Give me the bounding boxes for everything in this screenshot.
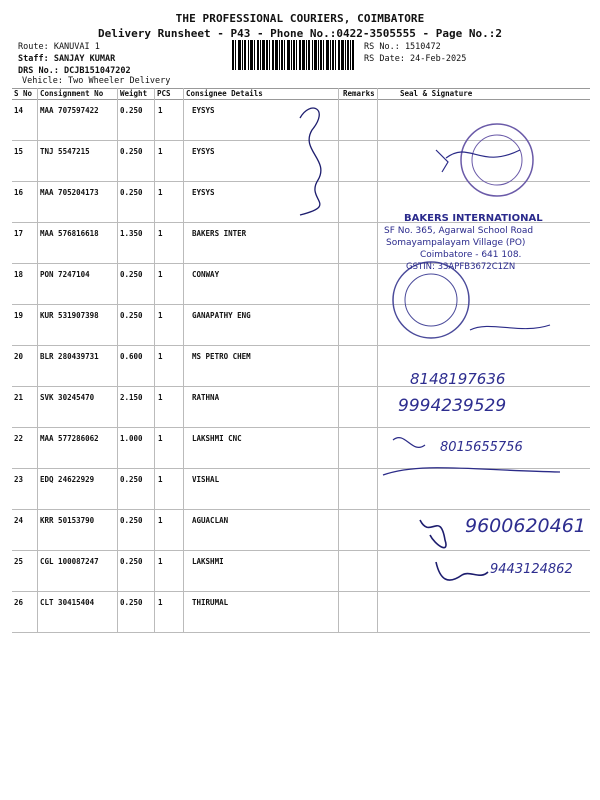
row-weight: 0.250 [120, 516, 143, 525]
row-consignment: PON 7247104 [40, 270, 90, 279]
row-consignment: KRR 50153790 [40, 516, 95, 525]
row-pcs: 1 [158, 598, 163, 607]
row-pcs: 1 [158, 475, 163, 484]
stamp-address-line: Coimbatore - 641 108. [420, 250, 522, 260]
row-consignee: LAKSHMI [192, 557, 224, 566]
row-pcs: 1 [158, 516, 163, 525]
row-weight: 0.250 [120, 475, 143, 484]
rs-date-label: RS Date: 24-Feb-2025 [364, 54, 467, 64]
drs-label: DRS No.: DCJB151047202 [18, 66, 131, 76]
signature-stroke [436, 150, 520, 172]
col-header-seal: Seal & Signature [400, 89, 473, 98]
row-consignment: MAA 576816618 [40, 229, 99, 238]
row-pcs: 1 [158, 106, 163, 115]
vehicle-label: Vehicle: Two Wheeler Delivery [22, 76, 171, 86]
row-weight: 1.000 [120, 434, 143, 443]
row-consignee: EYSYS [192, 147, 215, 156]
row-sno: 15 [14, 147, 24, 156]
row-pcs: 1 [158, 147, 163, 156]
stamp-company-name: BAKERS INTERNATIONAL [404, 213, 543, 224]
row-pcs: 1 [158, 311, 163, 320]
row-pcs: 1 [158, 393, 163, 402]
handwritten-phone: 9443124862 [490, 562, 573, 577]
row-consignment: TNJ 5547215 [40, 147, 90, 156]
stamp-address-line: SF No. 365, Agarwal School Road [384, 226, 534, 236]
row-consignee: AGUACLAN [192, 516, 229, 525]
company-title: THE PROFESSIONAL COURIERS, COIMBATORE [175, 12, 425, 25]
col-header-weight: Weight [120, 89, 148, 98]
row-pcs: 1 [158, 188, 163, 197]
row-consignment: KUR 531907398 [40, 311, 99, 320]
bakers-seal [393, 262, 469, 338]
row-pcs: 1 [158, 434, 163, 443]
row-sno: 23 [14, 475, 24, 484]
col-header-remarks: Remarks [343, 89, 375, 98]
row-consignment: BLR 280439731 [40, 352, 99, 361]
row-pcs: 1 [158, 557, 163, 566]
row-weight: 0.250 [120, 106, 143, 115]
row-sno: 18 [14, 270, 24, 279]
row-weight: 1.350 [120, 229, 143, 238]
row-consignee: BAKERS INTER [192, 229, 247, 238]
row-weight: 2.150 [120, 393, 143, 402]
handwritten-phone: 9600620461 [465, 515, 586, 537]
row-weight: 0.250 [120, 557, 143, 566]
runsheet-title: Delivery Runsheet - P43 - Phone No.:0422-3505555 - Page No.:2 [98, 27, 502, 40]
col-header-pcs: PCS [157, 89, 171, 98]
row-weight: 0.250 [120, 311, 143, 320]
rs-number-label: RS No.: 1510472 [364, 42, 441, 52]
row-consignee: THIRUMAL [192, 598, 229, 607]
row-weight: 0.250 [120, 598, 143, 607]
row-consignee: EYSYS [192, 188, 215, 197]
col-header-sno: S No [14, 89, 33, 98]
row-consignee: MS PETRO CHEM [192, 352, 251, 361]
row-sno: 20 [14, 352, 24, 361]
col-header-consignee: Consignee Details [186, 89, 263, 98]
row-consignment: MAA 707597422 [40, 106, 99, 115]
row-sno: 16 [14, 188, 24, 197]
row-weight: 0.600 [120, 352, 143, 361]
row-consignment: MAA 577286062 [40, 434, 99, 443]
row-sno: 25 [14, 557, 24, 566]
row-pcs: 1 [158, 270, 163, 279]
row-consignee: RATHNA [192, 393, 220, 402]
row-consignee: VISHAL [192, 475, 220, 484]
row-sno: 21 [14, 393, 24, 402]
row-weight: 0.250 [120, 270, 143, 279]
row-weight: 0.250 [120, 188, 143, 197]
staff-label: Staff: SANJAY KUMAR [18, 54, 116, 64]
row-sno: 14 [14, 106, 24, 115]
stamp-address-line: Somayampalayam Village (PO) [386, 238, 526, 248]
handwritten-phone: 8015655756 [440, 440, 523, 455]
row-consignment: EDQ 24622929 [40, 475, 95, 484]
row-consignment: MAA 705204173 [40, 188, 99, 197]
row-sno: 19 [14, 311, 24, 320]
row-consignee: GANAPATHY ENG [192, 311, 251, 320]
row-consignee: EYSYS [192, 106, 215, 115]
row-sno: 24 [14, 516, 24, 525]
row-weight: 0.250 [120, 147, 143, 156]
row-consignee: CONWAY [192, 270, 220, 279]
row-consignment: CLT 30415404 [40, 598, 95, 607]
row-sno: 17 [14, 229, 24, 238]
col-header-consignment: Consignment No [40, 89, 104, 98]
handwritten-phone: 9994239529 [398, 396, 507, 416]
signature-stroke [393, 438, 425, 448]
row-consignment: SVK 30245470 [40, 393, 95, 402]
signature-stroke [383, 468, 560, 475]
signature-stroke [300, 108, 321, 215]
row-sno: 22 [14, 434, 24, 443]
handwritten-phone: 8148197636 [410, 370, 506, 388]
row-sno: 26 [14, 598, 24, 607]
signature-stroke [420, 520, 446, 548]
route-label: Route: KANUVAI 1 [18, 42, 100, 52]
row-consignment: CGL 100087247 [40, 557, 99, 566]
stamp-gstin: GSTIN: 33APFB3672C1ZN [406, 262, 516, 272]
row-pcs: 1 [158, 229, 163, 238]
row-pcs: 1 [158, 352, 163, 361]
row-consignee: LAKSHMI CNC [192, 434, 242, 443]
signature-stroke [436, 562, 488, 580]
signature-stroke [470, 325, 550, 330]
